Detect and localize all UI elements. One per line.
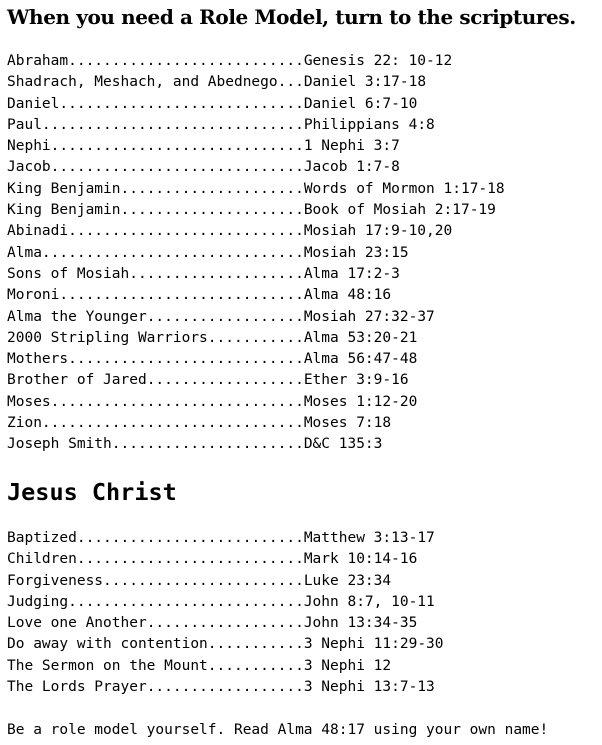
entry-name: King Benjamin (7, 202, 121, 219)
scripture-reference: Alma 17:2-3 (303, 265, 400, 282)
scripture-reference: Alma 53:20-21 (303, 329, 418, 346)
scripture-reference: Jacob 1:7-8 (303, 159, 400, 176)
scripture-reference: Daniel 3:17-18 (303, 74, 427, 91)
scripture-reference: 3 Nephi 13:7-13 (303, 679, 435, 696)
list-item (7, 285, 505, 306)
scripture-reference: Mark 10:14-16 (303, 551, 418, 568)
dot-leader: ............................ (59, 95, 304, 112)
list-item (7, 677, 444, 698)
list-item (7, 221, 505, 242)
entry-name: Nephi (7, 138, 51, 155)
dot-leader: .................... (129, 265, 304, 282)
list-item (7, 307, 505, 328)
scripture-reference: Alma 48:16 (303, 287, 392, 304)
dot-leader: ... (277, 74, 304, 91)
list-item (7, 571, 444, 592)
list-item (7, 392, 505, 413)
list-item (7, 413, 505, 434)
dot-leader: .................. (146, 308, 304, 325)
list-item (7, 157, 505, 178)
scripture-reference: Luke 23:34 (303, 572, 392, 589)
entry-name: Moses (7, 393, 51, 410)
entry-name: Do away with contention (7, 636, 208, 653)
scripture-reference: Mosiah 23:15 (303, 244, 409, 261)
scripture-reference: Daniel 6:7-10 (303, 95, 418, 112)
dot-leader: ............................. (50, 138, 304, 155)
entry-name: Shadrach, Meshach, and Abednego (7, 74, 278, 91)
list-item (7, 328, 505, 349)
section-heading-jesus-christ: Jesus Christ (7, 478, 177, 506)
dot-leader: ..................... (120, 180, 304, 197)
dot-leader: ............................ (59, 287, 304, 304)
scripture-reference: 3 Nephi 12 (303, 657, 392, 674)
scripture-reference: 1 Nephi 3:7 (303, 138, 400, 155)
page-title: When you need a Role Model, turn to the scriptures. (7, 5, 576, 29)
dot-leader: ........................... (68, 53, 304, 69)
list-item (7, 94, 505, 115)
entry-name: Paul (7, 116, 42, 133)
dot-leader: ............................. (50, 159, 304, 176)
scripture-reference: Philippians 4:8 (303, 116, 435, 133)
dot-leader: .......................... (76, 551, 304, 568)
entry-name: Abraham (7, 53, 69, 69)
entry-name: Forgiveness (7, 572, 104, 589)
entry-name: Alma (7, 244, 42, 261)
entry-name: Zion (7, 415, 42, 432)
scripture-reference: 3 Nephi 11:29-30 (303, 636, 444, 653)
dot-leader: ............................. (50, 393, 304, 410)
entry-name: Moroni (7, 287, 60, 304)
list-item (7, 72, 505, 93)
list-item (7, 51, 505, 72)
scripture-reference: Mosiah 27:32-37 (303, 308, 435, 325)
entry-name: Baptized (7, 530, 77, 546)
scripture-reference: Moses 1:12-20 (303, 393, 418, 410)
list-item (7, 115, 505, 136)
dot-leader: ........................... (68, 223, 304, 240)
list-item (7, 179, 505, 200)
dot-leader: ........... (207, 636, 304, 653)
entry-name: Children (7, 551, 77, 568)
list-item (7, 349, 505, 370)
entry-name: Daniel (7, 95, 60, 112)
entry-name: Sons of Mosiah (7, 265, 130, 282)
list-item (7, 613, 444, 634)
scripture-reference: Book of Mosiah 2:17-19 (303, 202, 496, 219)
dot-leader: .................. (146, 615, 304, 632)
scripture-reference: Mosiah 17:9-10,20 (303, 223, 453, 240)
dot-leader: .................. (146, 372, 304, 389)
entry-name: Jacob (7, 159, 51, 176)
entry-name: Love one Another (7, 615, 147, 632)
scripture-reference: Ether 3:9-16 (303, 372, 409, 389)
entry-name: Alma the Younger (7, 308, 147, 325)
jesus-christ-list (7, 528, 444, 698)
dot-leader: ........................... (68, 593, 304, 610)
entry-name: Mothers (7, 351, 69, 368)
entry-name: Joseph Smith (7, 436, 112, 453)
list-item (7, 200, 505, 221)
dot-leader: ....................... (103, 572, 304, 589)
entry-name: Brother of Jared (7, 372, 147, 389)
dot-leader: .................. (146, 679, 304, 696)
role-model-list (7, 51, 505, 456)
entry-name: King Benjamin (7, 180, 121, 197)
list-item (7, 656, 444, 677)
entry-name: 2000 Stripling Warriors (7, 329, 208, 346)
list-item (7, 592, 444, 613)
dot-leader: ...................... (111, 436, 304, 453)
entry-name: The Sermon on the Mount (7, 657, 208, 674)
scripture-reference: John 13:34-35 (303, 615, 418, 632)
entry-name: Abinadi (7, 223, 69, 240)
dot-leader: .......................... (76, 530, 304, 546)
scripture-reference: Matthew 3:13-17 (303, 530, 435, 546)
list-item (7, 634, 444, 655)
dot-leader: ........... (207, 657, 304, 674)
list-item (7, 243, 505, 264)
list-item (7, 264, 505, 285)
scripture-reference: D&C 135:3 (303, 436, 383, 453)
list-item (7, 370, 505, 391)
dot-leader: ..................... (120, 202, 304, 219)
entry-name: The Lords Prayer (7, 679, 147, 696)
list-item (7, 528, 444, 549)
scripture-reference: John 8:7, 10-11 (303, 593, 435, 610)
scripture-reference: Alma 56:47-48 (303, 351, 418, 368)
scripture-reference: Genesis 22: 10-12 (303, 53, 453, 69)
list-item (7, 136, 505, 157)
list-item (7, 549, 444, 570)
list-item (7, 434, 505, 455)
scripture-reference: Moses 7:18 (303, 415, 392, 432)
dot-leader: .............................. (41, 415, 304, 432)
dot-leader: ........... (207, 329, 304, 346)
dot-leader: .............................. (41, 116, 304, 133)
footer-note: Be a role model yourself. Read Alma 48:17 using your own name! (7, 722, 549, 738)
dot-leader: .............................. (41, 244, 304, 261)
scripture-reference: Words of Mormon 1:17-18 (303, 180, 505, 197)
dot-leader: ........................... (68, 351, 304, 368)
entry-name: Judging (7, 593, 69, 610)
